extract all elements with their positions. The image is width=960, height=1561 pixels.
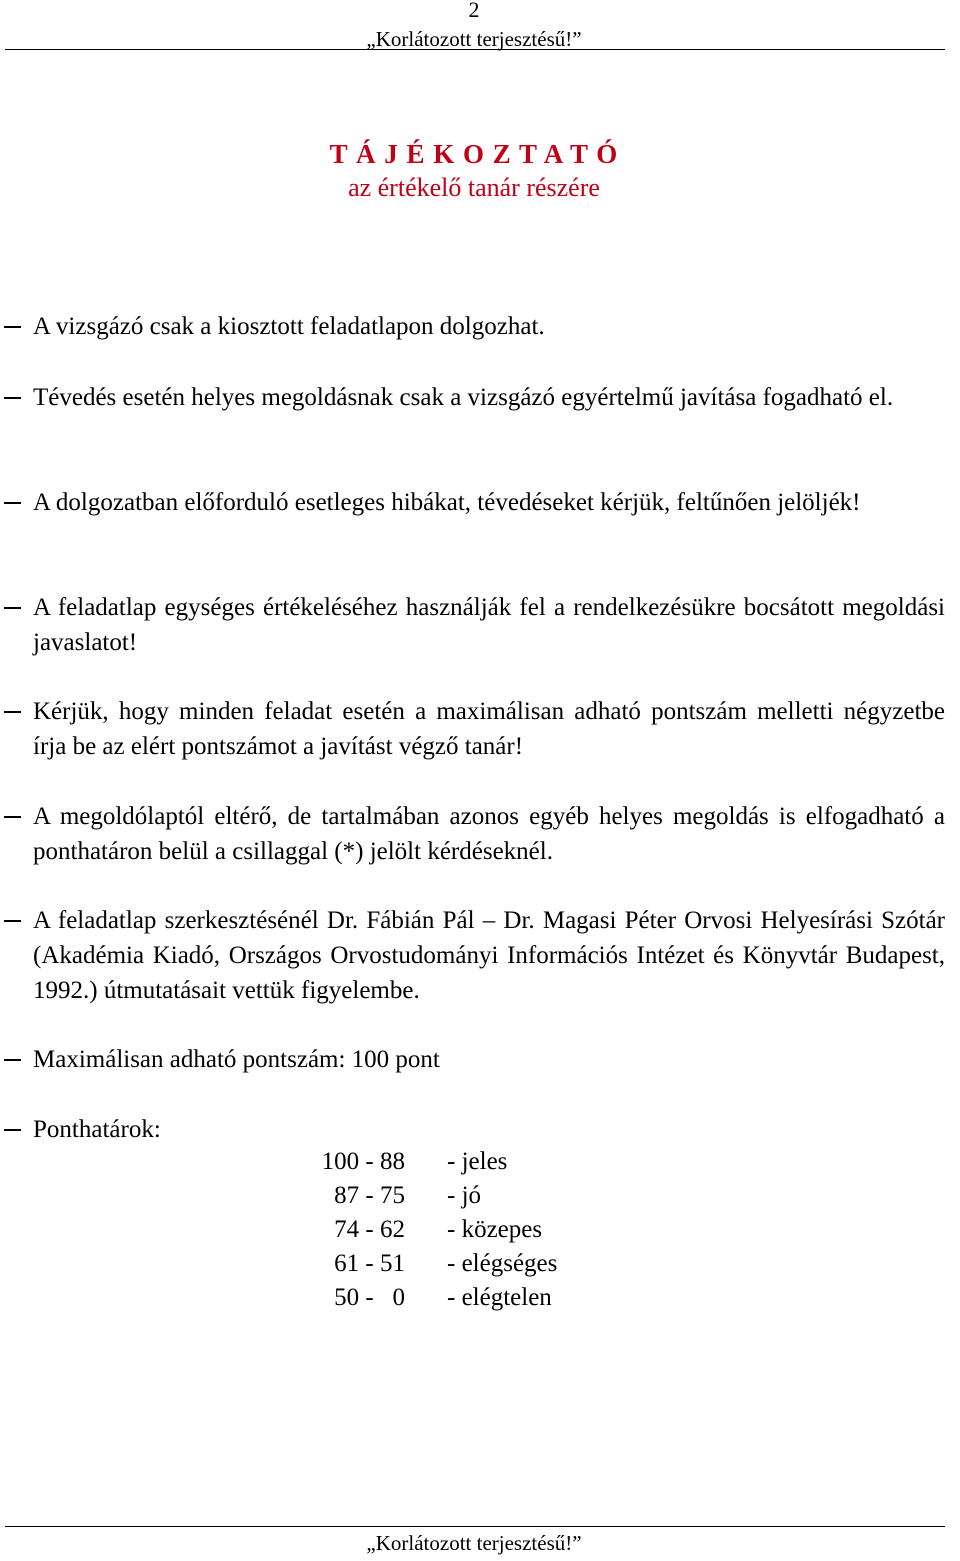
grade-thresholds-table <box>280 1145 557 1315</box>
grade-row <box>280 1213 557 1247</box>
dash-bullet <box>4 1129 21 1131</box>
instruction-item <box>0 694 945 764</box>
score-range: 74 - 62 <box>334 1216 405 1243</box>
score-range: 87 - 75 <box>334 1182 405 1209</box>
grade-row <box>280 1247 557 1281</box>
dash-bullet <box>4 502 21 504</box>
instruction-item <box>0 380 945 415</box>
score-range: 61 - 51 <box>334 1250 405 1277</box>
grade-label: - elégtelen <box>447 1284 552 1311</box>
instruction-text: Tévedés esetén helyes megoldásnak csak a vizsgázó egyértelmű javítása fogadható el. <box>33 384 894 411</box>
instruction-text: A dolgozatban előforduló esetleges hibákat, tévedéseket kérjük, feltűnően jelöljék! <box>33 489 861 516</box>
instruction-text: A megoldólaptól eltérő, de tartalmában azonos egyéb helyes megoldás is elfogadható a ponthatáron belül a csillaggal (*) jelölt kérdéseknél. <box>33 803 945 865</box>
header-restriction-notice: „Korlátozott terjesztésű!” <box>366 27 582 51</box>
instruction-text: A feladatlap szerkesztésénél Dr. Fábián Pál – Dr. Magasi Péter Orvosi Helyesírási Szótár (Akadémia Kiadó, Országos Orvostudományi Információs Intézet és Könyvtár Budapest, 1992.) útmutatásait vettük figyelembe. <box>33 907 945 1004</box>
dash-bullet <box>4 1059 21 1061</box>
instruction-item <box>0 1112 945 1147</box>
header-divider <box>5 49 945 50</box>
grade-label: - elégséges <box>447 1250 558 1277</box>
dash-bullet <box>4 607 21 609</box>
footer-restriction-notice: „Korlátozott terjesztésű!” <box>366 1531 582 1555</box>
grade-label: - közepes <box>447 1216 543 1243</box>
footer-divider <box>5 1526 945 1527</box>
dash-bullet <box>4 326 21 328</box>
instruction-item <box>0 903 945 1008</box>
page-number: 2 <box>468 0 480 22</box>
instruction-text: Maximálisan adható pontszám: 100 pont <box>33 1046 440 1073</box>
dash-bullet <box>4 816 21 818</box>
dash-bullet <box>4 711 21 713</box>
instruction-text: A vizsgázó csak a kiosztott feladatlapon dolgozhat. <box>33 313 545 340</box>
instruction-item <box>0 590 945 660</box>
dash-bullet <box>4 920 21 922</box>
instruction-item <box>0 799 945 869</box>
grade-row <box>280 1281 557 1315</box>
document-subtitle: az értékelő tanár részére <box>348 173 600 202</box>
document-title: T Á J É K O Z T A T Ó <box>329 139 619 169</box>
instruction-text: A feladatlap egységes értékeléséhez használják fel a rendelkezésükre bocsátott megoldási javaslatot! <box>33 594 945 656</box>
score-range: 100 - 88 <box>321 1148 405 1175</box>
grade-row <box>280 1145 557 1179</box>
grade-label: - jó <box>447 1182 482 1209</box>
score-range: 50 - 0 <box>334 1284 405 1311</box>
grade-row <box>280 1179 557 1213</box>
dash-bullet <box>4 397 21 399</box>
instruction-text: Kérjük, hogy minden feladat esetén a maximálisan adható pontszám melletti négyzetbe írja be az elért pontszámot a javítást végző tanár! <box>33 698 945 760</box>
instruction-item <box>0 309 945 344</box>
grade-label: - jeles <box>447 1148 508 1175</box>
instruction-item <box>0 485 945 520</box>
instruction-text: Ponthatárok: <box>33 1116 161 1143</box>
instruction-item <box>0 1042 945 1077</box>
